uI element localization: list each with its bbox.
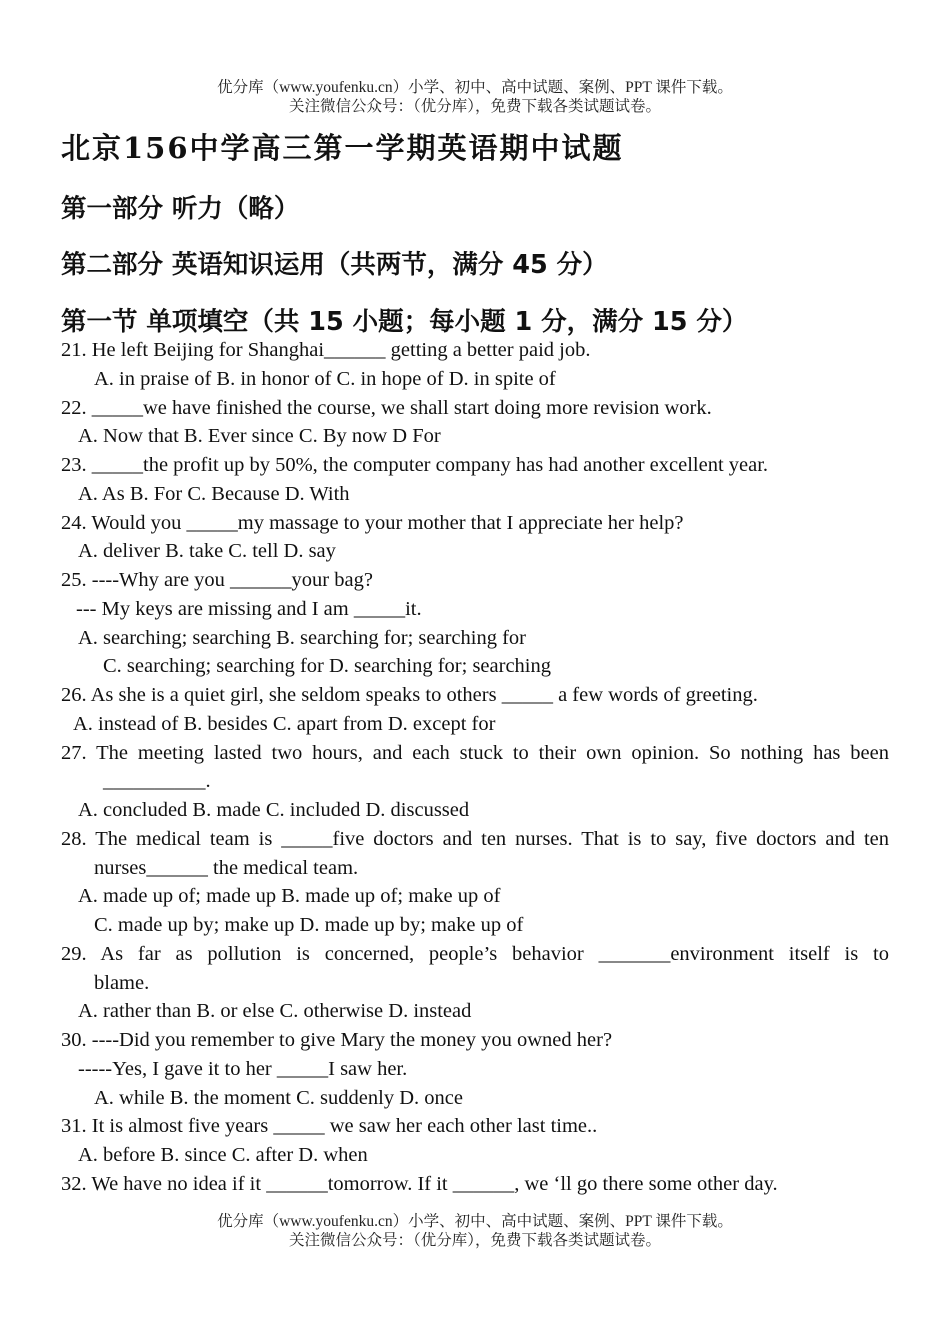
footer-line-1: 优分库（www.youfenku.cn）小学、初中、高中试题、案例、PPT 课件下载。 <box>217 1213 733 1230</box>
question-25-options-cd: C. searching; searching for D. searching for; searching <box>103 655 551 678</box>
question-28: 28. The medical team is _____five doctors and ten nurses. That is to say, five doctors and ten <box>61 827 889 850</box>
question-27: 27. The meeting lasted two hours, and each stuck to their own opinion. So nothing has been <box>61 741 889 764</box>
exam-content <box>61 128 889 1199</box>
question-29-continued: blame. <box>94 971 150 994</box>
question-25-reply: --- My keys are missing and I am _____it. <box>76 597 422 620</box>
question-29-options: A. rather than B. or else C. otherwise D. instead <box>78 1000 472 1023</box>
footer-line-2: 关注微信公众号：（优分库），免费下载各类试题试卷。 <box>288 1232 661 1249</box>
question-23: 23. _____the profit up by 50%, the computer company has had another excellent year. <box>61 454 769 476</box>
question-26-options: A. instead of B. besides C. apart from D. except for <box>73 712 496 735</box>
question-28-options-ab: A. made up of; made up B. made up of; make up of <box>78 885 501 908</box>
question-32: 32. We have no idea if it ______tomorrow. If it ______, we ‘ll go there some other day. <box>61 1172 778 1195</box>
question-24: 24. Would you _____my massage to your mother that I appreciate her help? <box>61 511 684 534</box>
question-31: 31. It is almost five years _____ we saw her each other last time.. <box>61 1115 598 1138</box>
question-25: 25. ----Why are you ______your bag? <box>61 569 373 591</box>
header-line-2: 关注微信公众号：（优分库），免费下载各类试题试卷。 <box>288 98 661 115</box>
part-2-heading: 第二部分 英语知识运用（共两节，满分 45 分） <box>61 250 608 280</box>
question-27-continued: __________. <box>103 770 211 793</box>
question-21-options: A. in praise of B. in honor of C. in hope of D. in spite of <box>94 367 556 390</box>
question-27-options: A. concluded B. made C. included D. discussed <box>78 799 470 821</box>
question-26: 26. As she is a quiet girl, she seldom speaks to others _____ a few words of greeting. <box>61 684 758 706</box>
question-23-options: A. As B. For C. Because D. With <box>78 482 350 505</box>
question-22-options: A. Now that B. Ever since C. By now D For <box>78 425 441 448</box>
question-30: 30. ----Did you remember to give Mary the money you owned her? <box>61 1029 613 1051</box>
question-29: 29. As far as pollution is concerned, people’s behavior _______environment itself is to <box>61 942 889 965</box>
question-28-continued: nurses______ the medical team. <box>94 856 359 879</box>
part-1-heading: 第一部分 听力（略） <box>61 194 300 224</box>
question-30-options: A. while B. the moment C. suddenly D. once <box>94 1086 463 1109</box>
exam-title: 北京156中学高三第一学期英语期中试题 <box>61 131 624 165</box>
question-30-reply: -----Yes, I gave it to her _____I saw her. <box>78 1057 408 1080</box>
page-footer <box>0 1212 950 1250</box>
question-31-options: A. before B. since C. after D. when <box>78 1144 368 1166</box>
question-22: 22. _____we have finished the course, we shall start doing more revision work. <box>61 396 712 419</box>
question-21: 21. He left Beijing for Shanghai______ getting a better paid job. <box>61 339 591 361</box>
question-28-options-cd: C. made up by; make up D. made up by; make up of <box>94 914 524 936</box>
question-24-options: A. deliver B. take C. tell D. say <box>78 540 336 563</box>
page-header <box>0 78 950 116</box>
section-1-heading: 第一节 单项填空（共 15 小题；每小题 1 分，满分 15 分） <box>61 307 748 337</box>
header-line-1: 优分库（www.youfenku.cn）小学、初中、高中试题、案例、PPT 课件下载。 <box>217 79 733 96</box>
question-25-options-ab: A. searching; searching B. searching for; searching for <box>78 626 526 649</box>
